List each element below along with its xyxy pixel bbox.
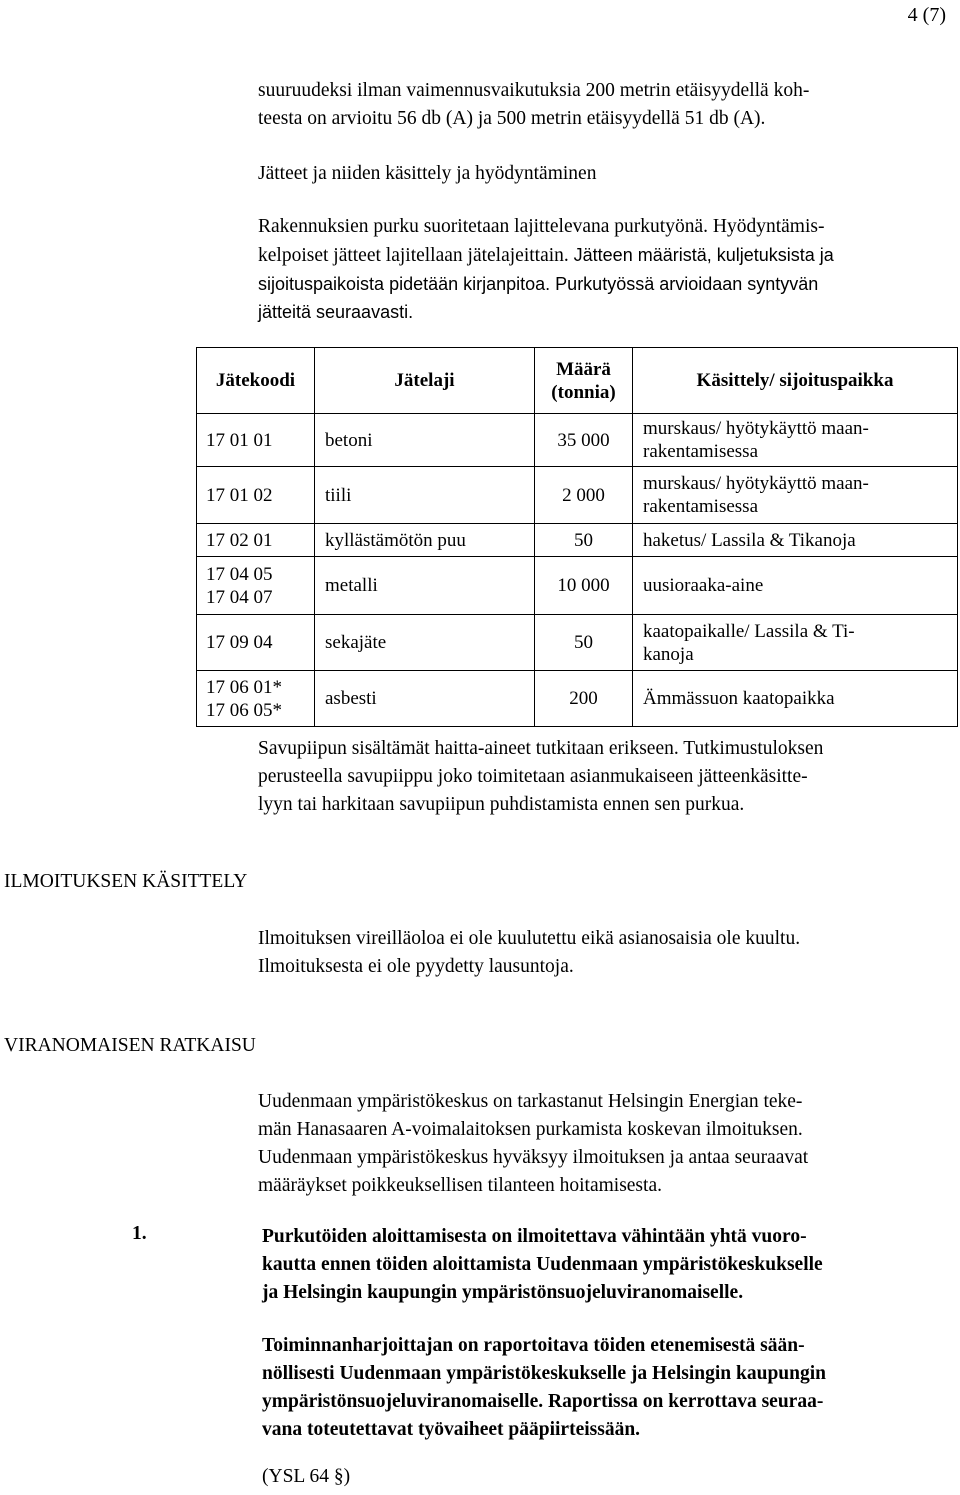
cell-handling	[633, 414, 958, 467]
order-line: Purkutöiden aloittamisesta on ilmoitettava vähintään yhtä vuoro-	[262, 1226, 807, 1247]
cell-type: asbesti	[315, 671, 535, 727]
cell-handling-line: kanoja	[643, 643, 694, 665]
table-header-row	[197, 348, 958, 414]
order-paragraph-1	[262, 1223, 946, 1307]
chimney-paragraph	[258, 735, 942, 819]
intro-paragraph	[258, 77, 942, 133]
waste-line: sijoituspaikoista pidetään kirjanpitoa. Purkutyössä arvioidaan syntyvän	[258, 274, 819, 294]
cell-code-line: 17 04 05	[206, 563, 273, 585]
order-line: Toiminnanharjoittajan on raportoitava töiden etenemisestä sään-	[262, 1335, 805, 1356]
cell-qty: 200	[535, 671, 633, 727]
cell-code: 17 01 02	[197, 467, 315, 524]
cell-qty: 2 000	[535, 467, 633, 524]
chimney-line: Savupiipun sisältämät haitta-aineet tutkitaan erikseen. Tutkimustuloksen	[258, 738, 824, 759]
cell-type: kyllästämötön puu	[315, 524, 535, 557]
cell-type: betoni	[315, 414, 535, 467]
cell-qty: 35 000	[535, 414, 633, 467]
cell-code: 17 02 01	[197, 524, 315, 557]
cell-handling	[633, 615, 958, 671]
waste-line: Rakennuksien purku suoritetaan lajittelevana purkutyönä. Hyödyntämis-	[258, 216, 825, 237]
cell-handling-line: rakentamisessa	[643, 496, 759, 517]
header-qty-line2: (tonnia)	[551, 381, 616, 403]
decision-line: Uudenmaan ympäristökeskus on tarkastanut Helsingin Energian teke-	[258, 1091, 803, 1112]
chimney-line: lyyn tai harkitaan savupiipun puhdistamista ennen sen purkua.	[258, 794, 745, 815]
cell-code: 17 01 01	[197, 414, 315, 467]
cell-code-line: 17 06 01*	[206, 676, 282, 698]
waste-line-sans: Jätteen määristä, kuljetuksista ja	[573, 245, 834, 265]
cell-handling	[633, 467, 958, 524]
intro-line: teesta on arvioitu 56 db (A) ja 500 metrin etäisyydellä 51 db (A).	[258, 108, 766, 129]
order-line: nöllisesti Uudenmaan ympäristökeskukselle ja Helsingin kaupungin	[262, 1363, 827, 1384]
decision-paragraph	[258, 1088, 942, 1200]
waste-line	[258, 241, 942, 270]
waste-line-serif: kelpoiset jätteet lajitellaan jätelajeittain.	[258, 245, 574, 266]
header-handling: Käsittely/ sijoituspaikka	[633, 348, 958, 414]
table-row	[197, 615, 958, 671]
cell-code	[197, 557, 315, 615]
order-line: kautta ennen töiden aloittamista Uudenmaan ympäristökeskukselle	[262, 1254, 823, 1275]
cell-handling-line: murskaus/ hyötykäyttö maan-	[643, 418, 869, 439]
cell-code-line: 17 06 05*	[206, 699, 282, 721]
table-row	[197, 557, 958, 615]
cell-qty: 50	[535, 524, 633, 557]
header-qty	[535, 348, 633, 414]
cell-handling-line: kaatopaikalle/ Lassila & Ti-	[643, 620, 855, 642]
processing-paragraph	[258, 925, 942, 981]
table-row	[197, 671, 958, 727]
waste-paragraph	[258, 213, 942, 326]
cell-handling: uusioraaka-aine	[633, 557, 958, 615]
order-line: ja Helsingin kaupungin ympäristönsuojeluviranomaiselle.	[262, 1282, 744, 1303]
cell-code: 17 09 04	[197, 615, 315, 671]
header-type: Jätelaji	[315, 348, 535, 414]
legal-reference: (YSL 64 §)	[262, 1466, 351, 1487]
order-line: ympäristönsuojeluviranomaiselle. Raportissa on kerrottava seuraa-	[262, 1391, 824, 1412]
cell-code-line: 17 04 07	[206, 586, 273, 608]
order-line: vana toteutettavat työvaiheet pääpiirteissään.	[262, 1419, 641, 1440]
order-number: 1.	[132, 1223, 147, 1244]
cell-qty: 10 000	[535, 557, 633, 615]
cell-handling: haketus/ Lassila & Tikanoja	[633, 524, 958, 557]
table-row	[197, 467, 958, 524]
cell-handling-line: murskaus/ hyötykäyttö maan-	[643, 473, 869, 494]
header-code: Jätekoodi	[197, 348, 315, 414]
processing-heading: ILMOITUKSEN KÄSITTELY	[4, 871, 248, 892]
header-qty-line1: Määrä	[556, 358, 611, 380]
decision-line: män Hanasaaren A-voimalaitoksen purkamista koskevan ilmoituksen.	[258, 1119, 803, 1140]
page-number: 4 (7)	[907, 4, 946, 26]
waste-table	[196, 347, 958, 727]
cell-type: tiili	[315, 467, 535, 524]
waste-section-heading: Jätteet ja niiden käsittely ja hyödyntäminen	[258, 163, 597, 184]
processing-line: Ilmoituksen vireilläoloa ei ole kuulutettu eikä asianosaisia ole kuultu.	[258, 928, 801, 949]
cell-handling: Ämmässuon kaatopaikka	[633, 671, 958, 727]
cell-type: metalli	[315, 557, 535, 615]
cell-code	[197, 671, 315, 727]
chimney-line: perusteella savupiippu joko toimitetaan asianmukaiseen jätteenkäsitte-	[258, 766, 808, 787]
order-paragraph-2	[262, 1332, 946, 1444]
processing-line: Ilmoituksesta ei ole pyydetty lausuntoja.	[258, 956, 574, 977]
decision-line: Uudenmaan ympäristökeskus hyväksyy ilmoituksen ja antaa seuraavat	[258, 1147, 809, 1168]
intro-line: suuruudeksi ilman vaimennusvaikutuksia 200 metrin etäisyydellä koh-	[258, 80, 810, 101]
cell-qty: 50	[535, 615, 633, 671]
table-row	[197, 414, 958, 467]
waste-line: jätteitä seuraavasti.	[258, 302, 414, 322]
cell-handling-line: rakentamisessa	[643, 441, 759, 462]
decision-line: määräykset poikkeuksellisen tilanteen hoitamisesta.	[258, 1175, 662, 1196]
table-row	[197, 524, 958, 557]
cell-type: sekajäte	[315, 615, 535, 671]
decision-heading: VIRANOMAISEN RATKAISU	[4, 1035, 256, 1056]
